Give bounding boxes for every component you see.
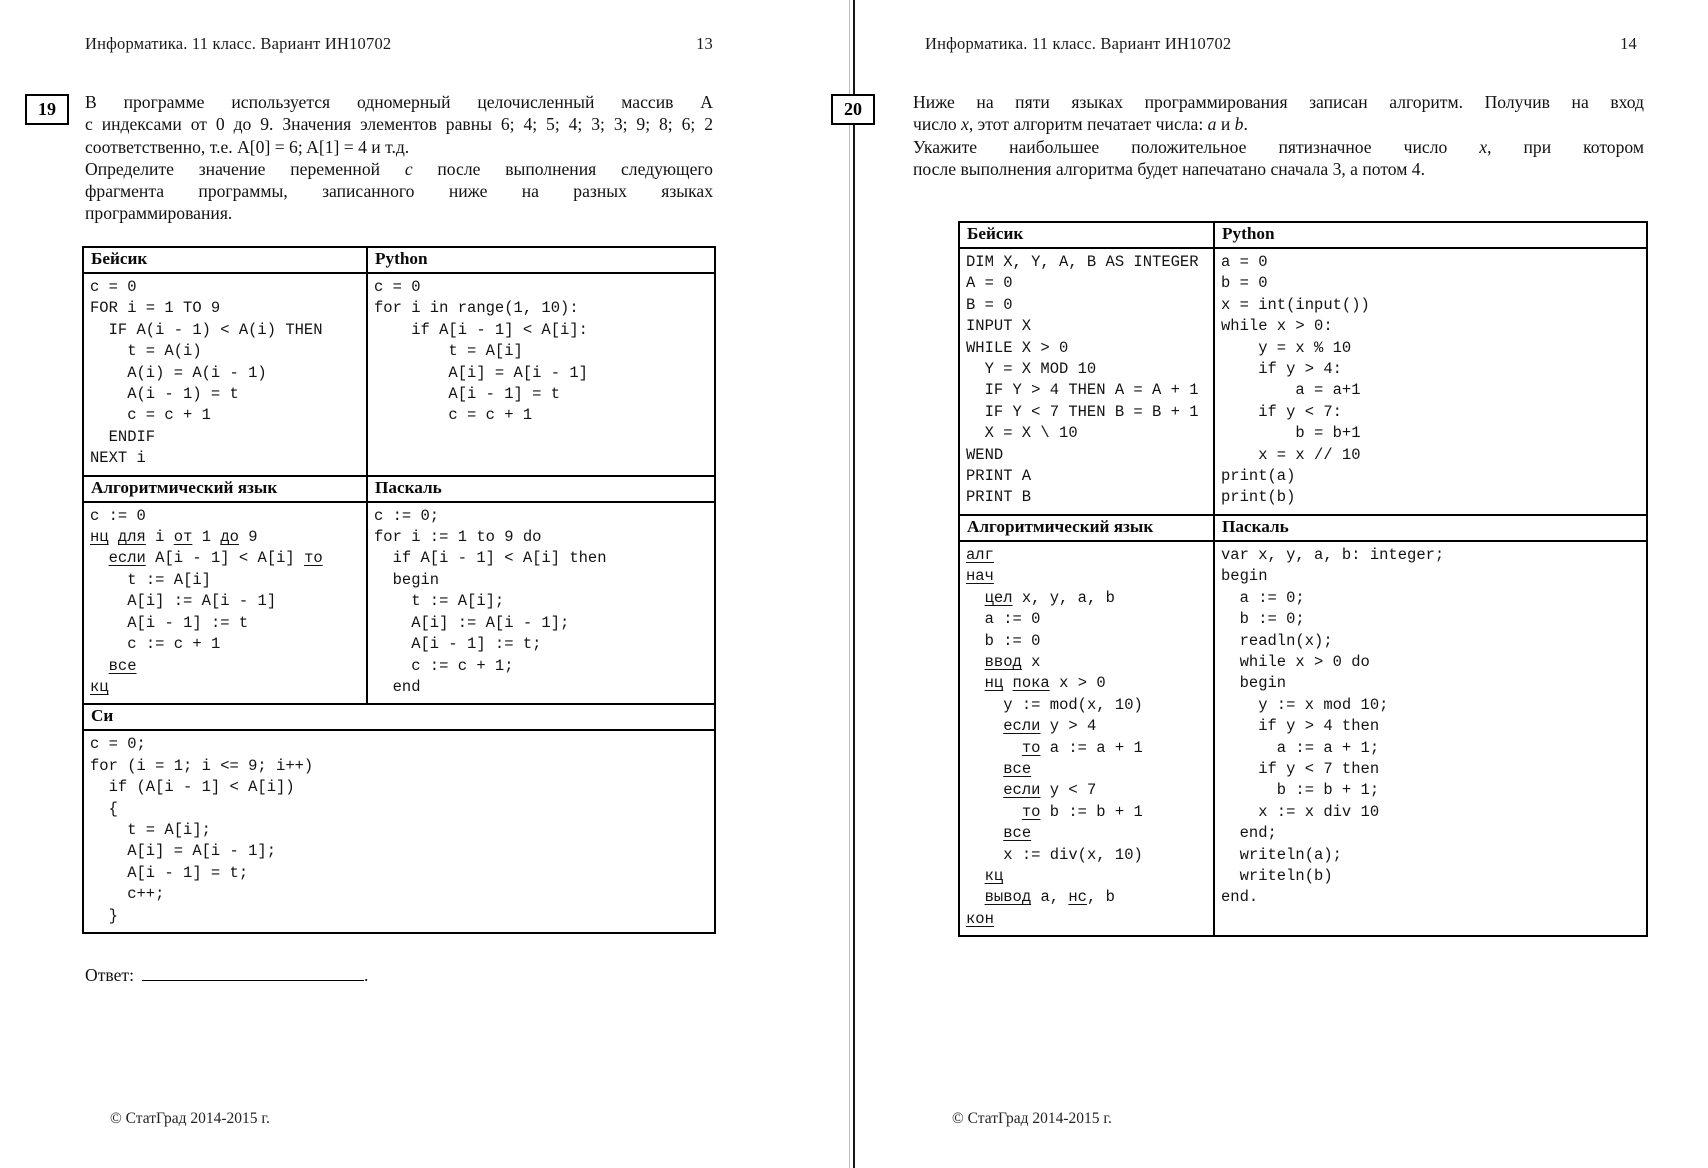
code-line: c = 0 bbox=[374, 278, 421, 296]
algo-keyword: нс bbox=[1068, 888, 1087, 907]
page-header bbox=[925, 34, 1637, 54]
algo-keyword: нач bbox=[966, 567, 994, 586]
algo-keyword: пока bbox=[1012, 674, 1050, 693]
algo-keyword: то bbox=[1021, 802, 1041, 821]
code-line: если y > 4 bbox=[1003, 717, 1097, 736]
code-line: print(b) bbox=[1221, 488, 1296, 507]
code-line: нц для i от 1 до 9 bbox=[90, 528, 258, 547]
task-statement bbox=[85, 91, 713, 225]
code-line: x := x div 10 bbox=[1221, 802, 1380, 821]
code-line: if A[i - 1] < A[i]: bbox=[374, 320, 588, 339]
code-line bbox=[966, 866, 1207, 887]
code-line: A[i] = A[i - 1] bbox=[374, 363, 588, 382]
language-header: Бейсик bbox=[959, 222, 1214, 248]
statement-text: . bbox=[1243, 114, 1248, 135]
code-table bbox=[82, 246, 716, 934]
code-block bbox=[966, 545, 1207, 930]
code-line: a = a+1 bbox=[1221, 381, 1361, 400]
statement-variable: c bbox=[404, 158, 413, 179]
statement-line bbox=[913, 136, 1644, 158]
language-header: Python bbox=[367, 247, 715, 273]
answer-label: Ответ: bbox=[85, 965, 134, 985]
code-cell bbox=[83, 273, 367, 476]
code-cell bbox=[959, 541, 1214, 936]
algo-keyword: то bbox=[304, 549, 323, 568]
algo-keyword: от bbox=[173, 528, 193, 547]
code-cell bbox=[959, 248, 1214, 515]
code-block bbox=[1221, 252, 1640, 509]
code-block bbox=[966, 252, 1207, 509]
statement-text: после выполнения алгоритма будет напечатано сначала 3, а потом 4. bbox=[913, 158, 1425, 179]
code-line: NEXT i bbox=[90, 449, 146, 468]
algo-keyword: все bbox=[1003, 824, 1032, 843]
algo-keyword: кц bbox=[984, 866, 1004, 885]
code-line: x := div(x, 10) bbox=[1003, 845, 1143, 864]
code-line: var x, y, a, b: integer; bbox=[1221, 545, 1445, 564]
code-line: b = 0 bbox=[1221, 274, 1268, 293]
code-line: for (i = 1; i <= 9; i++) bbox=[90, 756, 314, 775]
statement-text: В программе используется одномерный целочисленный массив А bbox=[85, 92, 713, 112]
statement-text: , этот алгоритм печатает числа: bbox=[968, 114, 1208, 135]
document-title: Информатика. 11 класс. Вариант ИН10702 bbox=[85, 34, 392, 53]
answer-period: . bbox=[363, 965, 369, 985]
code-line: print(a) bbox=[1221, 467, 1296, 486]
statement-line bbox=[913, 158, 1644, 180]
code-line: writeln(b) bbox=[1221, 866, 1333, 885]
code-line bbox=[966, 823, 1207, 844]
code-line: x = x // 10 bbox=[1221, 445, 1361, 464]
code-line: c := 0; bbox=[374, 506, 440, 525]
answer-blank-line bbox=[142, 963, 364, 981]
task-number-box bbox=[25, 94, 69, 125]
code-line: WHILE X > 0 bbox=[966, 338, 1069, 357]
code-cell bbox=[83, 730, 715, 933]
code-block bbox=[374, 277, 708, 427]
language-header: Алгоритмический язык bbox=[83, 476, 367, 502]
statement-variable: b bbox=[1234, 114, 1244, 135]
code-line: t := A[i] bbox=[127, 570, 211, 589]
code-line: for i := 1 to 9 do bbox=[374, 528, 542, 547]
algo-keyword: кц bbox=[90, 677, 109, 696]
code-table bbox=[958, 221, 1648, 937]
algo-keyword: нц bbox=[984, 674, 1004, 693]
code-block bbox=[374, 506, 708, 699]
code-line: A = 0 bbox=[966, 274, 1013, 293]
page-footer: © СтатГрад 2014-2015 г. bbox=[952, 1110, 1112, 1127]
statement-text: с индексами от 0 до 9. Значения элементов равны 6; 4; 5; 4; 3; 3; 9; 8; 6; 2 bbox=[85, 114, 713, 135]
code-line: for i in range(1, 10): bbox=[374, 299, 579, 318]
code-line: b := b + 1; bbox=[1221, 781, 1380, 800]
algo-keyword: если bbox=[1003, 781, 1041, 800]
code-line: B = 0 bbox=[966, 295, 1013, 314]
code-line: if y > 4: bbox=[1221, 360, 1342, 379]
code-line: c = c + 1 bbox=[374, 406, 533, 425]
algo-keyword: вывод bbox=[984, 888, 1032, 907]
code-line: Y = X MOD 10 bbox=[966, 360, 1097, 379]
code-line: a = 0 bbox=[1221, 253, 1268, 271]
code-line bbox=[90, 656, 360, 677]
code-line: то a := a + 1 bbox=[1021, 738, 1143, 757]
language-header: Алгоритмический язык bbox=[959, 515, 1214, 541]
code-line: begin bbox=[374, 570, 440, 589]
code-line: A[i] = A[i - 1]; bbox=[90, 842, 277, 861]
algo-keyword: до bbox=[220, 528, 239, 547]
page-number: 13 bbox=[696, 34, 713, 53]
code-block bbox=[90, 277, 360, 470]
code-block bbox=[90, 506, 360, 699]
statement-text: соответственно, т.е. A[0] = 6; A[1] = 4 и т.д. bbox=[85, 136, 410, 157]
code-cell bbox=[1214, 541, 1647, 936]
algo-keyword: если bbox=[1003, 717, 1041, 736]
statement-line bbox=[913, 113, 1644, 135]
code-line: b = b+1 bbox=[1221, 424, 1361, 443]
statement-line bbox=[85, 113, 713, 135]
code-line: вывод a, нс, b bbox=[984, 888, 1115, 907]
code-cell bbox=[1214, 248, 1647, 515]
code-line: A(i - 1) = t bbox=[90, 385, 239, 404]
code-line: A(i) = A(i - 1) bbox=[90, 363, 267, 382]
statement-variable: x bbox=[961, 114, 969, 135]
statement-text: , при котором bbox=[1487, 136, 1644, 157]
code-line: end bbox=[374, 677, 421, 696]
code-line: DIM X, Y, A, B AS INTEGER bbox=[966, 253, 1199, 271]
code-line: a := 0; bbox=[1221, 588, 1305, 607]
statement-line bbox=[85, 202, 713, 224]
code-line: readln(x); bbox=[1221, 631, 1333, 650]
page-number: 14 bbox=[1620, 34, 1637, 53]
code-line bbox=[966, 545, 1207, 566]
statement-text: и bbox=[1216, 114, 1235, 135]
statement-text: Ниже на пяти языках программирования записан алгоритм. Получив на вход bbox=[913, 92, 1644, 112]
statement-line bbox=[85, 91, 713, 113]
code-line: A[i - 1] = t; bbox=[90, 863, 249, 882]
answer-area bbox=[85, 963, 368, 986]
code-line: end; bbox=[1221, 824, 1277, 843]
code-line bbox=[90, 677, 360, 698]
statement-line bbox=[913, 91, 1644, 113]
page-footer: © СтатГрад 2014-2015 г. bbox=[110, 1110, 270, 1127]
algo-keyword: для bbox=[117, 528, 146, 547]
language-header: Паскаль bbox=[1214, 515, 1647, 541]
code-line: if y < 7: bbox=[1221, 402, 1342, 421]
code-line: цел x, y, a, b bbox=[984, 588, 1115, 607]
code-line: { bbox=[90, 799, 118, 818]
task-number-box bbox=[831, 94, 875, 125]
algo-keyword: все bbox=[1003, 759, 1032, 778]
code-line: X = X \ 10 bbox=[966, 424, 1078, 443]
algo-keyword: нц bbox=[90, 528, 109, 547]
task-statement bbox=[913, 91, 1644, 180]
language-header: Паскаль bbox=[367, 476, 715, 502]
code-line: IF Y > 4 THEN A = A + 1 bbox=[966, 381, 1199, 400]
document-title: Информатика. 11 класс. Вариант ИН10702 bbox=[925, 34, 1232, 53]
code-line: A[i] := A[i - 1]; bbox=[374, 613, 570, 632]
code-line: if (A[i - 1] < A[i]) bbox=[90, 778, 295, 797]
statement-text: Укажите наибольшее положительное пятизначное число bbox=[913, 136, 1480, 157]
code-line: если y < 7 bbox=[1003, 781, 1097, 800]
code-line: INPUT X bbox=[966, 317, 1032, 336]
code-line: A[i - 1] := t; bbox=[374, 635, 542, 654]
language-header: Бейсик bbox=[83, 247, 367, 273]
statement-variable: a bbox=[1207, 114, 1217, 135]
statement-line bbox=[85, 180, 713, 202]
code-line bbox=[966, 909, 1207, 930]
code-line: if y > 4 then bbox=[1221, 717, 1380, 736]
code-line: a := a + 1; bbox=[1221, 738, 1380, 757]
code-line: нц пока x > 0 bbox=[984, 674, 1106, 693]
code-line: c = 0 bbox=[90, 278, 137, 296]
code-line: A[i - 1] := t bbox=[127, 613, 249, 632]
code-line: то b := b + 1 bbox=[1021, 802, 1143, 821]
code-line: c := c + 1; bbox=[374, 656, 514, 675]
code-block bbox=[1221, 545, 1640, 909]
statement-text: число bbox=[913, 114, 962, 135]
code-line: A[i] := A[i - 1] bbox=[127, 592, 277, 611]
statement-variable: x bbox=[1479, 136, 1488, 157]
code-line: x = int(input()) bbox=[1221, 295, 1370, 314]
algo-keyword: если bbox=[108, 549, 146, 568]
code-line: t = A[i]; bbox=[90, 820, 211, 839]
algo-keyword: ввод bbox=[984, 652, 1022, 671]
code-line: a := 0 bbox=[984, 610, 1041, 629]
code-line: b := 0 bbox=[984, 631, 1041, 650]
code-line: IF A(i - 1) < A(i) THEN bbox=[90, 320, 323, 339]
code-line: если A[i - 1] < A[i] то bbox=[108, 549, 323, 568]
code-line: PRINT B bbox=[966, 488, 1032, 507]
code-line: t := A[i]; bbox=[374, 592, 505, 611]
statement-text: после выполнения следующего bbox=[412, 158, 713, 179]
code-line: c = c + 1 bbox=[90, 406, 211, 425]
code-line: while x > 0 do bbox=[1221, 652, 1370, 671]
code-line: WEND bbox=[966, 445, 1004, 464]
statement-text: Определите значение переменной bbox=[85, 158, 405, 179]
code-line: c := 0 bbox=[90, 506, 146, 525]
code-cell bbox=[367, 273, 715, 476]
code-line: end. bbox=[1221, 888, 1259, 907]
code-line: IF Y < 7 THEN B = B + 1 bbox=[966, 402, 1199, 421]
page-header bbox=[85, 34, 713, 54]
statement-line bbox=[85, 136, 713, 158]
algo-keyword: цел bbox=[984, 588, 1013, 607]
code-cell bbox=[367, 502, 715, 705]
code-line bbox=[966, 566, 1207, 587]
statement-text: фрагмента программы, записанного ниже на разных языках bbox=[85, 181, 713, 202]
code-cell bbox=[83, 502, 367, 705]
code-line: ввод x bbox=[984, 652, 1041, 671]
code-line: y = x % 10 bbox=[1221, 338, 1352, 357]
statement-line bbox=[85, 158, 713, 180]
code-line: t = A[i] bbox=[374, 342, 523, 361]
code-line: y := mod(x, 10) bbox=[1003, 695, 1143, 714]
code-line: y := x mod 10; bbox=[1221, 695, 1389, 714]
algo-keyword: все bbox=[108, 656, 137, 675]
page-divider-line bbox=[853, 0, 855, 1168]
code-line: ENDIF bbox=[90, 427, 156, 446]
task-number: 20 bbox=[844, 99, 862, 119]
code-line: c++; bbox=[90, 885, 165, 904]
code-line: PRINT A bbox=[966, 467, 1032, 486]
code-line bbox=[966, 759, 1207, 780]
code-line: begin bbox=[1221, 674, 1287, 693]
algo-keyword: алг bbox=[966, 545, 994, 564]
algo-keyword: кон bbox=[966, 909, 994, 928]
code-line: FOR i = 1 TO 9 bbox=[90, 299, 221, 318]
code-line: A[i - 1] = t bbox=[374, 385, 561, 404]
code-line: while x > 0: bbox=[1221, 317, 1333, 336]
statement-text: программирования. bbox=[85, 203, 233, 224]
code-line: writeln(a); bbox=[1221, 845, 1342, 864]
code-line: c := c + 1 bbox=[127, 635, 221, 654]
code-line: if A[i - 1] < A[i] then bbox=[374, 549, 607, 568]
code-line: b := 0; bbox=[1221, 610, 1305, 629]
code-line: begin bbox=[1221, 567, 1268, 586]
task-number: 19 bbox=[38, 99, 56, 119]
code-line: c = 0; bbox=[90, 735, 146, 754]
language-header: Python bbox=[1214, 222, 1647, 248]
language-header: Си bbox=[83, 704, 715, 730]
algo-keyword: то bbox=[1021, 738, 1041, 757]
page-divider-line bbox=[849, 0, 850, 1168]
code-line: if y < 7 then bbox=[1221, 759, 1380, 778]
code-line: t = A(i) bbox=[90, 342, 202, 361]
code-block bbox=[90, 734, 708, 927]
code-line: } bbox=[90, 906, 118, 925]
